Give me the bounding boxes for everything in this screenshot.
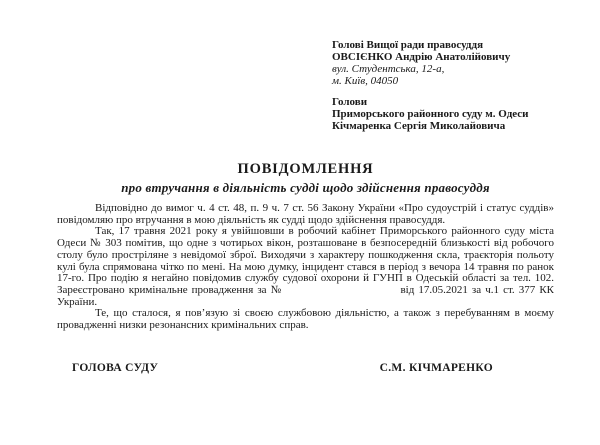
addressee-city: м. Київ, 04050 <box>332 75 399 87</box>
case-number-blank <box>282 292 400 293</box>
sender-court: Приморського районного суду м. Одеси <box>332 108 529 120</box>
paragraph-incident <box>57 226 554 308</box>
paragraph-incident-date: від 17.05.2021 за ч.1 ст. 377 КК України. <box>57 283 554 308</box>
paragraph-incident-text: Так, 17 травня 2021 року я увійшовши в робочий кабінет Приморського районного суду міста Одеси № 303 помітив, що одне з чотирьох вікон, розташоване в безпосередній близькості від робочого столу було прострiляне з невідомої зброї. Виходячи з характеру пошкодження скла, траєкторія польоту кулі була спрямована чітко по мені. На мою думку, інцидент стався в період з вечора 14 травня по ранок 17-го. Про подію я негайно повідомив службу судової охорони й ГУНП в Одеській області за тел. 102. Зареєстровано кримінальне провадження за № <box>57 225 554 296</box>
document-title: ПОВІДОМЛЕННЯ <box>237 161 374 177</box>
sender-name: Кічмаренка Сергія Миколайовича <box>332 120 506 132</box>
document-subtitle: про втручання в діяльність судді щодо здійснення правосуддя <box>121 180 490 195</box>
document-body <box>57 203 554 332</box>
signature-name: С.М. КІЧМАРЕНКО <box>379 362 493 374</box>
signature-position: ГОЛОВА СУДУ <box>72 362 159 374</box>
sender-role: Голови <box>332 96 368 108</box>
document-heading <box>57 161 554 196</box>
addressee-street: вул. Студентська, 12-а, <box>332 63 445 75</box>
addressee-role: Голові Вищої ради правосуддя <box>332 39 484 51</box>
signature-row <box>72 362 493 374</box>
addressee-block <box>332 39 510 87</box>
sender-block <box>332 96 529 132</box>
addressee-name: ОВСІЄНКО Андрію Анатолійовичу <box>332 51 511 63</box>
paragraph-conclusion: Те, що сталося, я пов’язую зі своєю службовою діяльністю, а також з перебуванням в моєму провадженні низки резонансних кримінальних справ. <box>57 307 554 332</box>
paragraph-legal-basis: Відповідно до вимог ч. 4 ст. 48, п. 9 ч. 7 ст. 56 Закону України «Про судоустрій і статус суддів» повідомляю про втручання в мою діяльність як судді щодо здійснення правосуддя. <box>57 202 554 226</box>
